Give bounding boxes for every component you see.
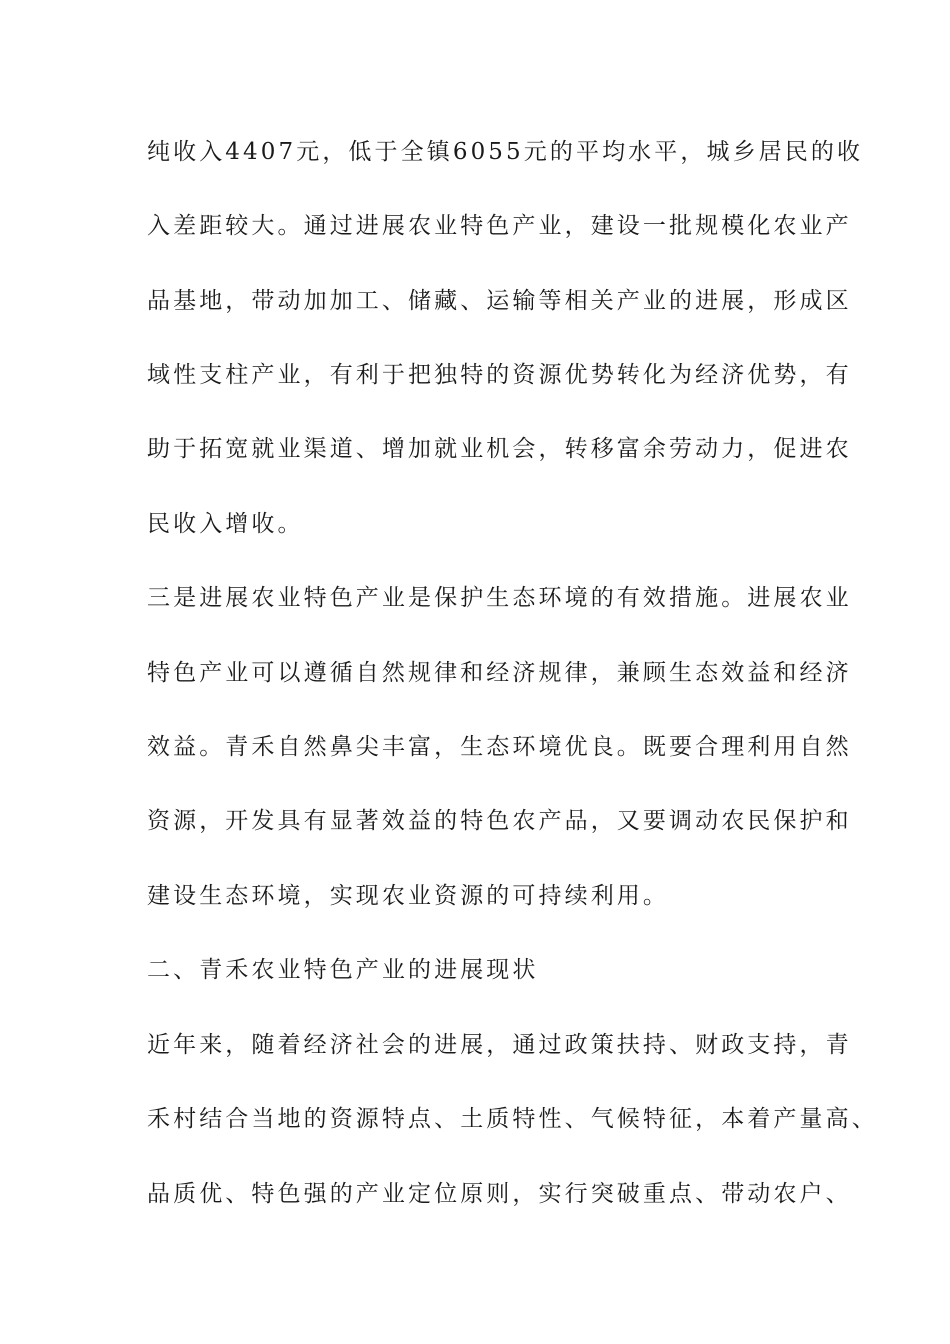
- text-line: 纯收入4407元，低于全镇6055元的平均水平，城乡居民的收: [147, 139, 864, 165]
- text-line: 资源，开发具有显著效益的特色农产品，又要调动农民保护和: [147, 808, 852, 834]
- text-line: 特色产业可以遵循自然规律和经济规律，兼顾生态效益和经济: [147, 660, 852, 686]
- text-line: 三是进展农业特色产业是保护生态环境的有效措施。进展农业: [147, 585, 852, 611]
- text-line: 品质优、特色强的产业定位原则，实行突破重点、带动农户、: [147, 1181, 852, 1207]
- text-line: 建设生态环境，实现农业资源的可持续利用。: [147, 883, 669, 909]
- text-line: 入差距较大。通过进展农业特色产业，建设一批规模化农业产: [147, 213, 852, 239]
- text-line: 效益。青禾自然鼻尖丰富，生态环境优良。既要合理利用自然: [147, 734, 852, 760]
- text-line: 助于拓宽就业渠道、增加就业机会，转移富余劳动力，促进农: [147, 436, 852, 462]
- text-line: 民收入增收。: [147, 511, 304, 537]
- text-line: 域性支柱产业，有利于把独特的资源优势转化为经济优势，有: [147, 362, 852, 388]
- text-line: 品基地，带动加加工、储藏、运输等相关产业的进展，形成区: [147, 288, 852, 314]
- section-heading: 二、青禾农业特色产业的进展现状: [147, 957, 539, 983]
- text-line: 禾村结合当地的资源特点、土质特性、气候特征，本着产量高、: [147, 1106, 878, 1132]
- text-line: 近年来，随着经济社会的进展，通过政策扶持、财政支持，青: [147, 1032, 852, 1058]
